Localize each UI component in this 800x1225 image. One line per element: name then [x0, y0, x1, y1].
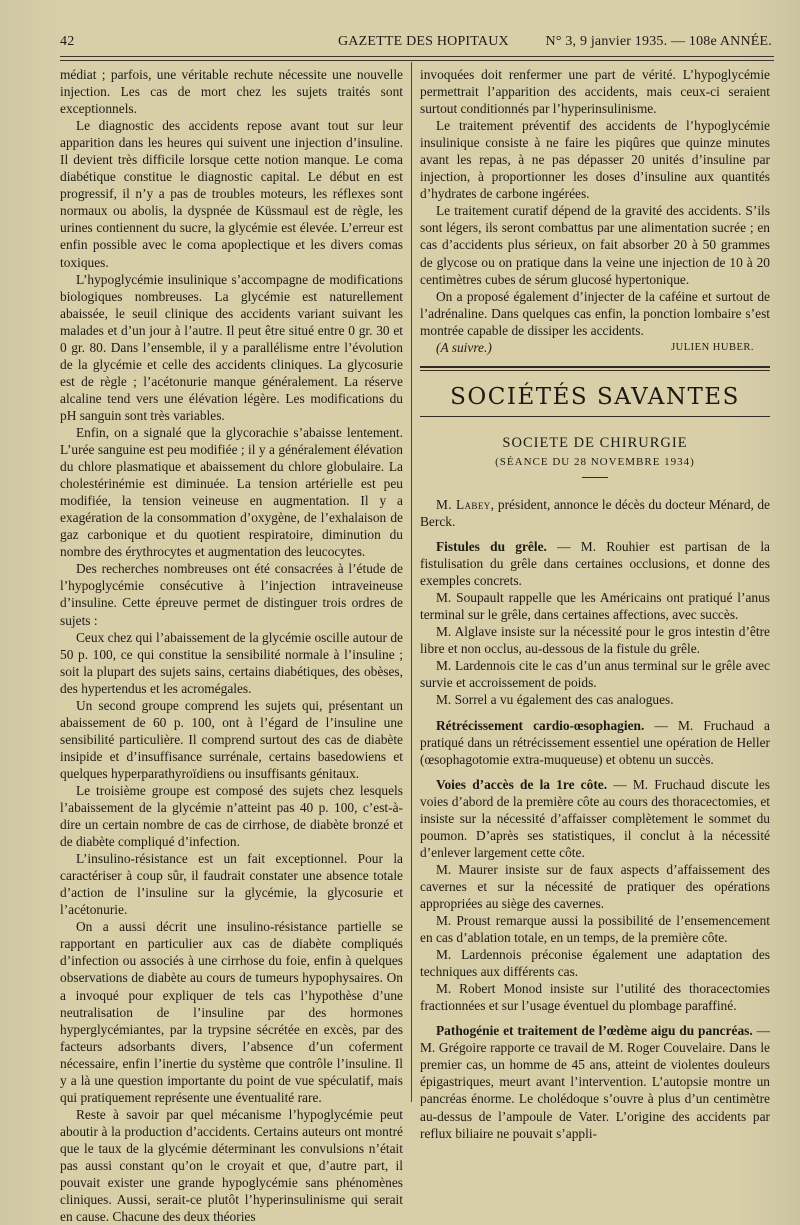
- header-rule-thin: [60, 60, 774, 61]
- header-rule: [60, 56, 774, 57]
- speaker-name: M. Labey,: [436, 496, 495, 512]
- paragraph: L’hypoglycémie insulinique s’accompagne de modifications biologiques nombreuses. La glycémie est naturellement abaissée, le seuil clinique des accidents variant suivant les malades et d’un jour à l’autre. Il peut être situé entre 0 gr. 30 et 0 gr. 80. Dans l’ensemble, il y a parallélisme entre l’évolution de la glycémie et celle des accidents cliniques. La glycosurie est de règle ; l’acétonurie manque généralement. La réserve alcaline tend vers une élévation légère. Les modifications du pH sanguin sont très variables.: [60, 271, 403, 423]
- page-number: 42: [60, 34, 75, 49]
- left-column: [60, 66, 403, 1225]
- section-title-rule: [420, 416, 770, 417]
- paragraph: M. Lardennois cite le cas d’un anus terminal sur le grêle avec survie et accroissement de poids.: [420, 658, 770, 691]
- paragraph-pathogenie: [420, 1022, 770, 1141]
- topic-title: Rétrécissement cardio-œsophagien.: [436, 717, 645, 733]
- paragraph: Le troisième groupe est composé des sujets chez lesquels l’abaissement de la glycémie n’atteint pas 40 p. 100, c’est-à-dire un certain nombre de cas de cirrhose, de diabète bronzé et de diabète compliqué d’infection.: [60, 782, 403, 850]
- paragraph-labey: [420, 496, 770, 530]
- section-title: SOCIÉTÉS SAVANTES: [450, 383, 740, 410]
- paragraph-retrecissement: [420, 717, 770, 768]
- paragraph-text: — M. Rouhier est partisan de la fistulisation du grêle dans certaines occlusions, et donne des exemples concrets.: [420, 539, 770, 589]
- journal-title: GAZETTE DES HOPITAUX: [338, 34, 509, 49]
- issue-info: N° 3, 9 janvier 1935. — 108e ANNÉE.: [545, 34, 772, 49]
- topic-title: Voies d’accès de la 1re côte.: [436, 776, 608, 792]
- section-rule-thick: [420, 366, 770, 368]
- society-title: SOCIETE DE CHIRURGIE: [502, 434, 688, 451]
- paragraph: Ceux chez qui l’abaissement de la glycémie oscille autour de 50 p. 100, ce qui constitue la sensibilité normale à l’insuline ; soit la plupart des sujets sains, certains diabétiques, des obèses, des hypertendus et les acromégales.: [60, 629, 403, 696]
- paragraph: M. Proust remarque aussi la possibilité de l’ensemencement en cas d’ablation totale, en un temps, de la première côte.: [420, 913, 770, 946]
- column-divider: [411, 62, 412, 1102]
- session-date: (SÉANCE DU 28 NOVEMBRE 1934): [495, 455, 695, 468]
- paragraph-text: — M. Fruchaud discute les voies d’abord de la première côte au cours des thoracectomies, et insiste sur la nécessité d’affaisser complètement le sommet du poumon. D’après ses statistiques, il conclut à la nécessité d’enlever largement cette côte.: [420, 776, 770, 860]
- article-end: [420, 339, 770, 356]
- paragraph: M. Sorrel a vu également des cas analogues.: [436, 692, 674, 708]
- paragraph: médiat ; parfois, une véritable rechute nécessite une nouvelle injection. Les cas de mort chez les sujets traités sont exceptionnels.: [60, 67, 403, 117]
- author-signature: JULIEN HUBER.: [671, 341, 754, 353]
- page-header: [60, 32, 772, 54]
- short-rule: [582, 477, 608, 478]
- paragraph: M. Lardennois préconise également une adaptation des techniques aux différents cas.: [420, 947, 770, 980]
- paragraph-voies: [420, 776, 770, 861]
- right-column: [420, 66, 770, 1142]
- paragraph: Reste à savoir par quel mécanisme l’hypoglycémie peut aboutir à la production d’accidents. Certains auteurs ont montré que le taux de la glycémie déterminant les convulsions n’était pas aussi constant qu’on le croyait et que, d’autre part, il pouvait exister une grande hypoglycémie sans phénomènes cliniques. Aussi, serait-ce plutôt l’hyperinsulinisme qui serait en cause. Chacune des deux théories: [60, 1106, 403, 1225]
- paragraph: L’insulino-résistance est un fait exceptionnel. Pour la caractériser à coup sûr, il faudrait constater une absence totale d’action de l’insuline sur la glycémie, la glycosurie et l’acétonurie.: [60, 851, 403, 918]
- paragraph-fistules: [420, 538, 770, 589]
- topic-title: Fistules du grêle.: [436, 539, 547, 555]
- paragraph-text: président, annonce le décès du docteur Ménard, de Berck.: [420, 496, 770, 529]
- paragraph: Le traitement curatif dépend de la gravité des accidents. S’ils sont légers, ils seront combattus par une alimentation sucrée ; en cas d’accidents plus sérieux, on fait absorber 20 à 50 grammes de glycose ou on pratique dans la veine une injection de 10 à 20 centimètres cubes de sérum glucosé hypertonique.: [420, 203, 770, 287]
- paragraph: Enfin, on a signalé que la glycorachie s’abaisse lentement. L’urée sanguine est peu modifiée ; il y a généralement élévation du chlore plasmatique et abaissement du chlore globulaire. La cholestérinémie est diminuée. La tension artérielle est peu modifiée, la tension veineuse en augmentation. Il y a exagération de la consommation d’oxygène, de l’exhalaison de gaz carbonique et du quotient respiratoire, diminution du nombre des érythrocytes et augmentation des leucocytes.: [60, 424, 403, 560]
- paragraph: M. Soupault rappelle que les Américains ont pratiqué l’anus terminal sur le grêle, dans certaines affections, avec succès.: [420, 590, 770, 623]
- paragraph: Des recherches nombreuses ont été consacrées à l’étude de l’hypoglycémie consécutive à l’injection intraveineuse d’insuline. Cette épreuve permet de distinguer trois ordres de sujets :: [60, 561, 403, 628]
- paragraph: M. Robert Monod insiste sur l’utilité des thoracectomies fractionnées et sur l’usage éventuel du plombage paraffiné.: [420, 981, 770, 1014]
- paragraph: invoquées doit renfermer une part de vérité. L’hypoglycémie permettrait l’apparition des accidents, mais ceux-ci seraient surtout conditionnés par l’hyperinsulinisme.: [420, 67, 770, 117]
- paragraph: Le diagnostic des accidents repose avant tout sur leur apparition dans les heures qui suivent une injection d’insuline. Il devient très difficile lorsque cette notion manque. Le coma diabétique constitue le diagnostic capital. Le début en est progressif, il n’y a pas de troubles moteurs, les réflexes sont normaux ou abolis, la dyspnée de Küssmaul est de règle, les urines contiennent du sucre, la glycémie est élevée. L’erreur est enfin possible avec le coma apoplectique et les divers comas toxiques.: [60, 118, 403, 270]
- paragraph: Le traitement préventif des accidents de l’hypoglycémie insulinique consiste à ne faire les piqûres que quinze minutes avant les repas, à ne pas dépasser 20 unités d’insuline par injection, à proportionner les doses d’insuline aux quantités d’hydrates de carbone ingérées.: [420, 118, 770, 202]
- to-be-continued: (A suivre.): [436, 339, 492, 355]
- paragraph: M. Maurer insiste sur de faux aspects d’affaissement des cavernes et sur la nécessité de pratiquer des opérations appropriées au siège des cavernes.: [420, 861, 770, 911]
- paragraph: On a aussi décrit une insulino-résistance partielle se rapportant en particulier aux cas de diabète compliqués d’infection ou associés à une cirrhose du foie, enfin à quelques observations de diabète au cours de tumeurs hypophysaires. On a invoqué pour expliquer de tels cas l’hypothèse d’une neutralisation de l’insuline par des hormones hyperglycémiantes, par la trypsine sécrétée en excès, par des facteurs adsorbants divers, l’absence d’un coferment nécessaire, enfin l’inertie du système que contrôle l’insuline. Il y a là une question importante du point de vue spéculatif, mais qui pratiquement représente une éventualité rare.: [60, 919, 403, 1105]
- paragraph: M. Alglave insiste sur la nécessité pour le gros intestin d’être libre et non occlus, au-dessous de la fistule du grêle.: [420, 624, 770, 657]
- paragraph-text: — M. Grégoire rapporte ce travail de M. Roger Couvelaire. Dans le premier cas, un homme de 45 ans, atteint de violentes douleurs épigastriques, meurt avant l’intervention. L’autopsie montre un pancréas énorme. Le cholédoque s’ouvre à plus d’un centimètre au-dessus de l’ampoule de Vater. L’origine des accidents par reflux biliaire ne pouvait s’appli-: [420, 1023, 770, 1141]
- section-rule-thin: [420, 370, 770, 371]
- paragraph-text: — M. Fruchaud a pratiqué dans un rétrécissement essentiel une opération de Heller (œsophagotomie extra-muqueuse) et obtenu un succès.: [420, 717, 770, 767]
- topic-title: Pathogénie et traitement de l’œdème aigu du pancréas.: [436, 1023, 753, 1039]
- paragraph: On a proposé également d’injecter de la caféine et surtout de l’adrénaline. Dans quelques cas enfin, la ponction lombaire s’est montrée capable de dissiper les accidents.: [420, 288, 770, 338]
- paragraph: Un second groupe comprend les sujets qui, présentant un abaissement de 60 p. 100, ont à l’égard de l’insuline une sensibilité particulière. Il comprend surtout des cas de diabète insipide et d’insuffisance surrénale, certains basedowiens et quelques hyperparathyroïdiens ou insuffisants génitaux.: [60, 697, 403, 781]
